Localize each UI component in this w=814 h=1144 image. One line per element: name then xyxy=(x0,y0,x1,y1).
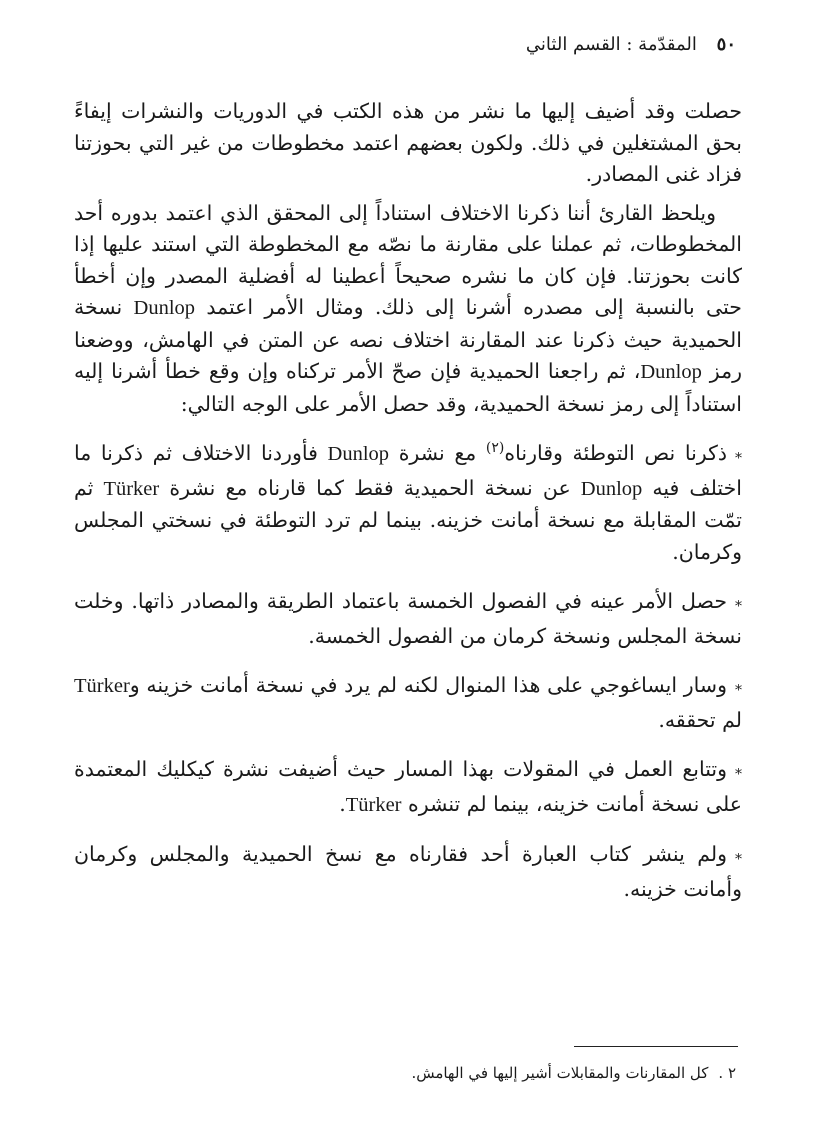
running-header xyxy=(526,34,736,55)
bullet-text: لم تحققه. xyxy=(658,707,742,732)
footnote-number: ٢ . xyxy=(718,1064,736,1082)
latin-term: Dunlop xyxy=(327,443,390,465)
page-number: ٥٠ xyxy=(716,34,736,55)
bullet-text: عن نسخة الحميدية فقط كما قارناه مع نشرة xyxy=(169,475,571,500)
latin-term: Dunlop xyxy=(133,297,196,319)
paragraph-text: ويلحظ القارئ أننا ذكرنا الاختلاف استناداً إلى المحقق الذي اعتمد بدوره أحد المخطوطات، ثم عملنا على مقارنة ما نصّه مع المخطوطة التي استند عليها إذا كانت بحوزتنا. فإن كان ما نشره صحيحاً أعطينا له أفضلية المصدر وإن أخطأ حتى بالنسبة إلى مصدره أشرنا إلى ذلك. ومثال الأمر اعتمد xyxy=(74,200,742,319)
bullet-item xyxy=(74,670,742,736)
bullet-item xyxy=(74,438,742,568)
bullet-text: حصل الأمر عينه في الفصول الخمسة باعتماد الطريقة والمصادر ذاتها. وخلت نسخة المجلس ونسخة كرمان من الفصول الخمسة. xyxy=(74,589,742,648)
latin-term: Türker xyxy=(345,793,402,816)
bullet-mark: ⁎ xyxy=(734,446,742,462)
paragraph-text: ، ثم راجعنا الحميدية فإن صحّ الأمر تركناه وإن وقع خطأ أشرنا إليه استناداً إلى رمز نسخة الحميدية، وقد حصل الأمر على الوجه التالي: xyxy=(74,359,742,416)
latin-term: Dunlop xyxy=(580,477,643,500)
paragraph-text: نسخة الحميدية حيث ذكرنا عند المقارنة اختلاف نصه عن المتن في الهامش، ووضعنا رمز xyxy=(74,295,742,383)
footnote xyxy=(411,1064,736,1082)
bullet-text: فأوردنا الاختلاف ثم ذكرنا ما اختلف فيه xyxy=(74,441,742,500)
running-title: المقدّمة : القسم الثاني xyxy=(525,34,697,55)
footnote-divider xyxy=(574,1046,738,1047)
bullet-text: ثم تمّت المقابلة مع نسخة أمانت خزينه. بينما لم ترد التوطئة في نسختي المجلس وكرمان. xyxy=(74,475,742,564)
bullet-mark: ⁎ xyxy=(735,762,742,778)
bullet-text: . xyxy=(339,791,346,816)
bullet-item xyxy=(74,586,742,652)
bullet-item xyxy=(74,754,742,821)
bullet-mark: ⁎ xyxy=(735,678,742,694)
bullet-mark: ⁎ xyxy=(735,847,742,863)
bullet-text: ذكرنا نص التوطئة وقارناه xyxy=(504,441,727,465)
bullet-text: وسار ايساغوجي على هذا المنوال لكنه لم يرد في نسخة أمانت خزينه و xyxy=(129,673,727,697)
bullet-text: وتتابع العمل في المقولات بهذا المسار حيث أضيفت نشرة كيكليك المعتمدة على نسخة أمانت خزينه، بينما لم تنشره xyxy=(74,757,742,816)
footnote-text: كل المقارنات والمقابلات أشير إليها في الهامش. xyxy=(411,1064,709,1082)
latin-term: Türker xyxy=(103,477,160,500)
footnote-reference: (٢) xyxy=(485,440,505,457)
latin-term: Dunlop xyxy=(640,361,702,383)
page-body xyxy=(74,96,742,905)
latin-term: Türker xyxy=(74,675,130,697)
paragraph xyxy=(74,198,742,421)
paragraph: حصلت وقد أضيف إليها ما نشر من هذه الكتب في الدوريات والنشرات إيفاءً بحق المشتغلين في ذلك. ولكون بعضهم اعتمد مخطوطات من غير التي بحوزتنا فزاد غنى المصادر. xyxy=(74,99,742,186)
bullet-item xyxy=(74,839,742,905)
bullet-text: ولم ينشر كتاب العبارة أحد فقارناه مع نسخ الحميدية والمجلس وكرمان وأمانت خزينه. xyxy=(74,842,742,901)
bullet-mark: ⁎ xyxy=(735,594,742,610)
bullet-text: مع نشرة xyxy=(398,441,477,465)
